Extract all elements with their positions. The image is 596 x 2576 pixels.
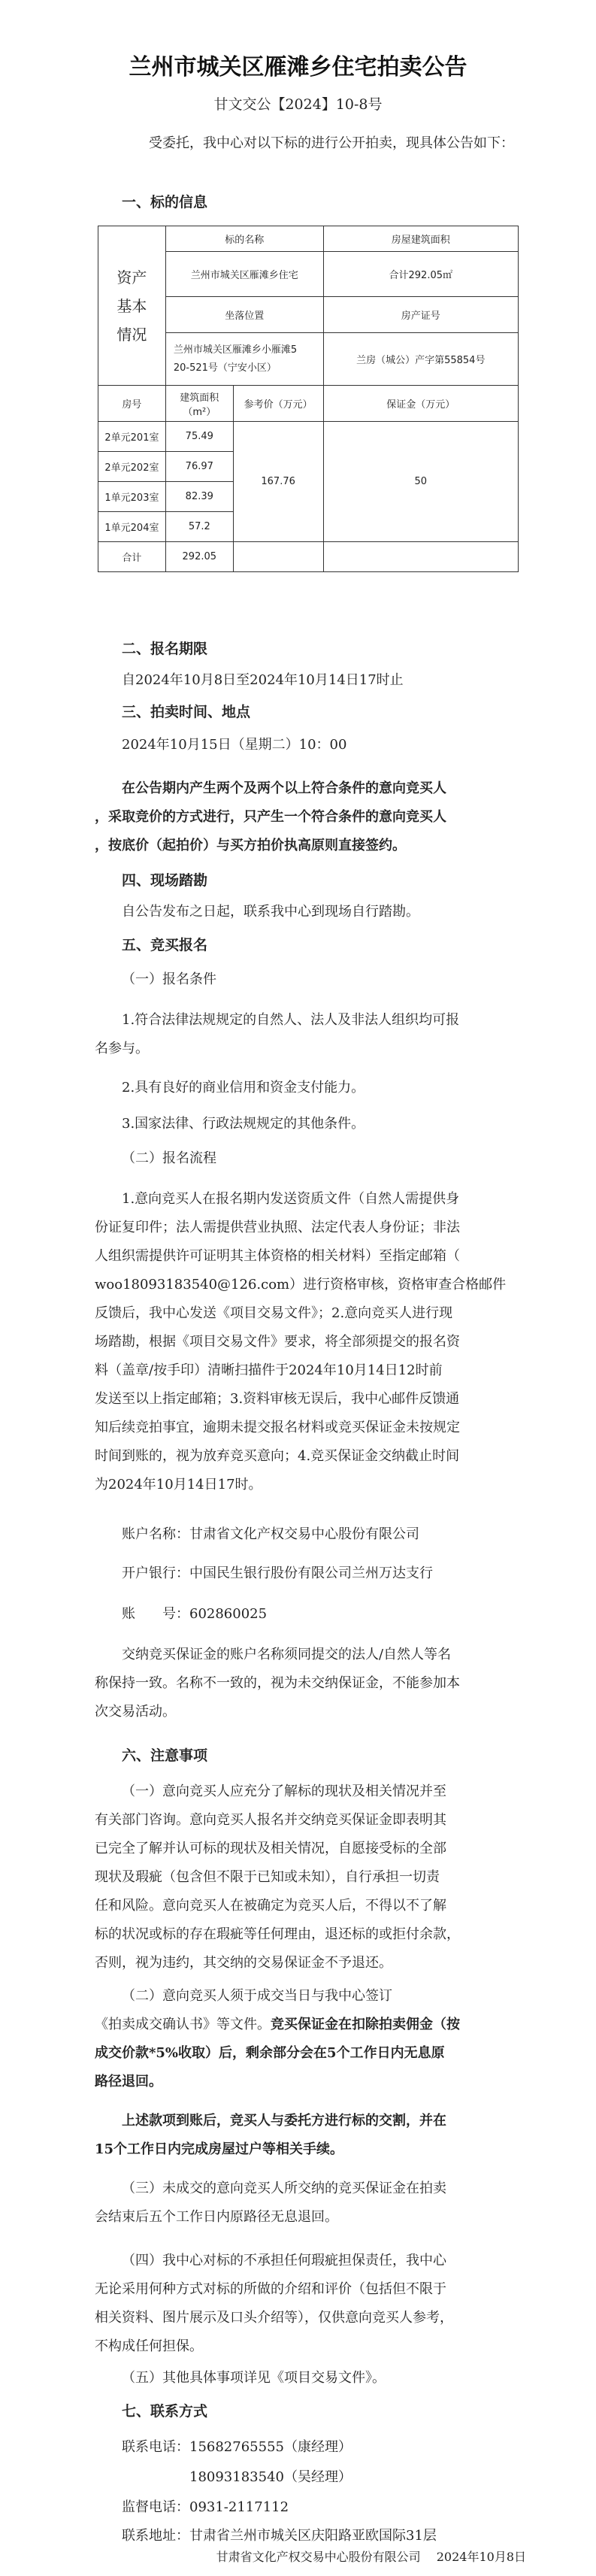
asset-label-line-3: 情况 [116, 325, 147, 344]
flow-line: 人组织需提供许可证明其主体资格的相关材料）至指定邮箱（ [95, 1248, 460, 1264]
account-number-label: 账 号： [122, 1606, 189, 1622]
signature-block [216, 2547, 526, 2565]
deposit-note-line: 称保持一致。名称不一致的，视为未交纳保证金，不能参加本 [95, 1675, 460, 1691]
rule-line-1: 在公告期内产生两个及两个以上符合条件的意向竞买人 [122, 780, 446, 796]
address-value: 甘肃省兰州市城关区庆阳路亚欧国际31层 [189, 2528, 437, 2544]
flow-line: 时间到账的，视为放弃竞买意向；4.竞买保证金交纳截止时间 [95, 1448, 460, 1464]
registration-period: 自2024年10月8日至2024年10月14日17时止 [122, 672, 404, 688]
flow-subtitle: （二）报名流程 [122, 1150, 216, 1166]
supervise-phone-row [122, 2496, 289, 2516]
section-2-title: 二、报名期限 [122, 641, 208, 657]
bank-label: 开户银行： [122, 1565, 189, 1581]
price-column-header: 参考价（万元） [233, 386, 323, 422]
total-area-cell: 292.05 [165, 542, 233, 572]
rule-line-2: ，采取竞价的方式进行，只产生一个符合条件的意向竞买人 [95, 809, 446, 825]
signature-org: 甘肃省文化产权交易中心股份有限公司 [216, 2550, 421, 2564]
section-4-title: 四、现场踏勘 [122, 872, 208, 889]
room-cell: 2单元202室 [98, 452, 166, 482]
notice-1-line: 任和风险。意向竞买人在被确定为竞买人后，不得以不了解 [95, 1898, 446, 1914]
supervise-phone-value: 0931-2117112 [189, 2499, 289, 2515]
cert-value-cell: 兰房（城公）产字第55854号 [323, 333, 518, 386]
notice-2-normal: 《拍卖成交确认书》等文件。 [95, 2017, 271, 2032]
area-header-cell: 房屋建筑面积 [323, 226, 518, 252]
notice-5: （五）其他具体事项详见《项目交易文件》。 [122, 2370, 386, 2386]
condition-1-line-1: 1.符合法律法规规定的自然人、法人及非法人组织均可报 [122, 1012, 460, 1028]
notice-1-line: 否则，视为违约，其交纳的交易保证金不予退还。 [95, 1955, 392, 1971]
flow-line: 反馈后，我中心发送《项目交易文件》；2.意向竞买人进行现 [95, 1305, 453, 1321]
notice-3-line: （三）未成交的意向竞买人所交纳的竞买保证金在拍卖 [122, 2181, 446, 2196]
notice-1-line: 标的状况或标的存在瑕疵等任何理由，退还标的或拒付余款， [95, 1926, 460, 1942]
notice-4-line: 相关资料、图片展示及口头介绍等），仅供意向竞买人参考， [95, 2310, 453, 2326]
account-number-value: 602860025 [189, 1606, 268, 1622]
account-name-row [122, 1523, 419, 1543]
flow-line: 1.意向竞买人在报名期内发送资质文件（自然人需提供身 [122, 1191, 460, 1207]
section-1-title: 一、标的信息 [122, 194, 208, 211]
total-price-cell [233, 542, 323, 572]
notice-1-line: 有关部门咨询。意向竞买人报名并交纳竞买保证金即表明其 [95, 1812, 446, 1828]
name-value-cell: 兰州市城关区雁滩乡住宅 [165, 252, 323, 297]
location-value-cell: 兰州市城关区雁滩乡小雁滩5 20-521号（宁安小区） [165, 333, 323, 386]
notice-4-line: （四）我中心对标的不承担任何瑕疵担保责任，我中心 [122, 2253, 446, 2268]
area-column-header: 建筑面积（m²） [165, 386, 233, 422]
document-number: 甘文交公【2024】10-8号 [213, 96, 383, 113]
flow-line: 为2024年10月14日17时。 [95, 1477, 262, 1493]
contact-phone-row [122, 2436, 352, 2456]
flow-line: woo18093183540@126.com）进行资格审核，资格审查合格邮件 [95, 1277, 507, 1293]
room-cell: 1单元203室 [98, 482, 166, 512]
rule-line-3: ，按底价（起拍价）与买方拍价执高原则直接签约。 [95, 838, 406, 853]
flow-line: 料（盖章/按手印）清晰扫描件于2024年10月14日12时前 [95, 1362, 443, 1378]
section-3-title: 三、拍卖时间、地点 [122, 704, 251, 720]
notice-2-line [95, 2014, 460, 2033]
asset-label-line-2: 基本 [116, 296, 147, 315]
area-cell: 82.39 [165, 482, 233, 512]
account-name-label: 账户名称： [122, 1526, 189, 1542]
area-cell: 57.2 [165, 512, 233, 542]
contact-phone-2: 18093183540（吴经理） [189, 2469, 352, 2485]
deposit-note-line: 次交易活动。 [95, 1704, 176, 1720]
area-cell: 76.97 [165, 452, 233, 482]
section-5-title: 五、竞买报名 [122, 937, 208, 953]
notice-2-tail-line: 15个工作日内完成房屋过户等相关手续。 [95, 2141, 344, 2157]
cert-header-cell: 房产证号 [323, 297, 518, 333]
contact-phone-label: 联系电话： [122, 2439, 189, 2455]
section-7-title: 七、联系方式 [122, 2403, 208, 2420]
account-number-row [122, 1603, 267, 1623]
notice-1-line: 已完全了解并认可标的现状及相关情况，自愿接受标的全部 [95, 1841, 446, 1856]
flow-line: 知后续竞拍事宜，逾期未提交报名材料或竞买保证金未按规定 [95, 1420, 460, 1435]
deposit-note-line: 交纳竞买保证金的账户名称须同提交的法人/自然人等名 [122, 1647, 452, 1662]
area-cell: 75.49 [165, 422, 233, 452]
notice-4-line: 无论采用何种方式对标的所做的介绍和评价（包括但不限于 [95, 2281, 446, 2297]
asset-label-line-1: 资产 [116, 268, 147, 286]
intro-paragraph: 受委托，我中心对以下标的进行公开拍卖，现具体公告如下： [149, 135, 514, 151]
notice-2-tail-line: 上述款项到账后，竞买人与委托方进行标的交割，并在 [122, 2113, 446, 2129]
deposit-value-cell: 50 [323, 422, 518, 542]
asset-info-table [98, 226, 519, 572]
deposit-column-header: 保证金（万元） [323, 386, 518, 422]
condition-subtitle: （一）报名条件 [122, 971, 216, 987]
contact-phone-1: 15682765555（康经理） [189, 2439, 352, 2455]
room-cell: 1单元204室 [98, 512, 166, 542]
condition-1-line-2: 名参与。 [95, 1041, 149, 1056]
bank-row [122, 1562, 433, 1582]
page-title: 兰州市城关区雁滩乡住宅拍卖公告 [129, 54, 467, 80]
signature-date: 2024年10月8日 [436, 2550, 526, 2564]
total-deposit-cell [323, 542, 518, 572]
address-row [122, 2525, 437, 2544]
flow-line: 发送至以上指定邮箱；3.资料审核无误后，我中心邮件反馈通 [95, 1391, 460, 1407]
account-name-value: 甘肃省文化产权交易中心股份有限公司 [189, 1526, 419, 1542]
condition-3: 3.国家法律、行政法规规定的其他条件。 [122, 1116, 365, 1132]
room-column-header: 房号 [98, 386, 166, 422]
notice-4-line: 不构成任何担保。 [95, 2338, 203, 2354]
site-visit-text: 自公告发布之日起，联系我中心到现场自行踏勘。 [122, 904, 419, 920]
notice-2-line: （二）意向竞买人须于成交当日与我中心签订 [122, 1988, 392, 2004]
notice-2-bold-line: 成交价款*5%收取）后，剩余部分会在5个工作日内无息原 [95, 2045, 445, 2061]
price-value-cell: 167.76 [233, 422, 323, 542]
notice-2-bold: 竞买保证金在扣除拍卖佣金（按 [271, 2017, 460, 2032]
area-value-cell: 合计292.05㎡ [323, 252, 518, 297]
flow-line: 场踏勘，根据《项目交易文件》要求，将全部须提交的报名资 [95, 1334, 460, 1350]
condition-2: 2.具有良好的商业信用和资金支付能力。 [122, 1080, 365, 1096]
supervise-phone-label: 监督电话： [122, 2499, 189, 2515]
auction-time: 2024年10月15日（星期二）10：00 [122, 737, 347, 753]
section-6-title: 六、注意事项 [122, 1747, 208, 1764]
notice-3-line: 会结束后五个工作日内原路径无息退回。 [95, 2209, 338, 2225]
notice-2-bold-line: 路径退回。 [95, 2074, 162, 2090]
notice-1-line: （一）意向竞买人应充分了解标的现状及相关情况并至 [122, 1784, 446, 1799]
notice-1-line: 现状及瑕疵（包含但不限于已知或未知），自行承担一切责 [95, 1869, 440, 1885]
address-label: 联系地址： [122, 2528, 189, 2544]
location-header-cell: 坐落位置 [165, 297, 323, 333]
total-label-cell: 合计 [98, 542, 166, 572]
bank-value: 中国民生银行股份有限公司兰州万达支行 [189, 1565, 433, 1581]
flow-line: 份证复印件；法人需提供营业执照、法定代表人身份证；非法 [95, 1220, 460, 1235]
asset-basic-label-cell [98, 226, 166, 386]
name-header-cell: 标的名称 [165, 226, 323, 252]
room-cell: 2单元201室 [98, 422, 166, 452]
